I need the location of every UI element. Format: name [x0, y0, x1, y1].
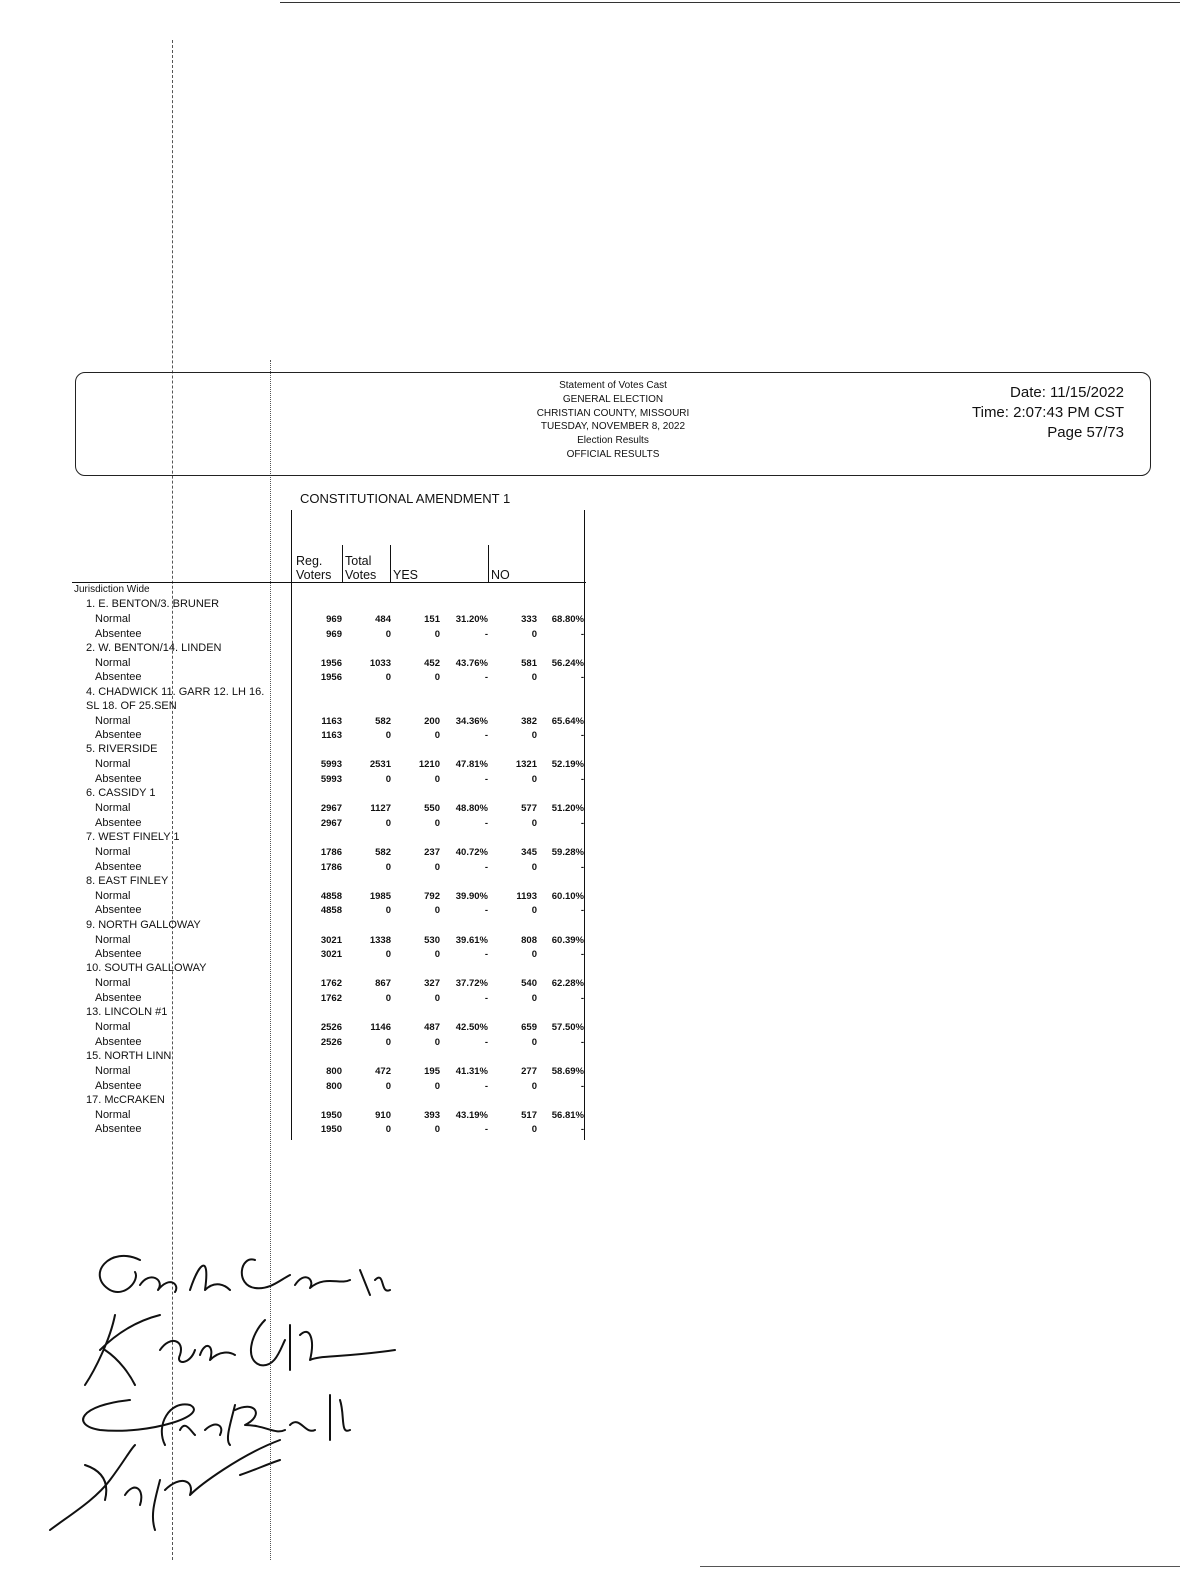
cell-no: 1193 — [516, 890, 537, 902]
cell-reg: 2967 — [320, 817, 342, 829]
row-type-label: Normal — [95, 933, 131, 946]
cell-no: 577 — [521, 803, 537, 815]
row-type-label: Absentee — [95, 729, 142, 742]
cell-yes-pct: - — [484, 905, 488, 917]
cell-yes-pct: - — [484, 1036, 488, 1048]
header-line: GENERAL ELECTION — [562, 393, 664, 405]
header-line: Election Results — [577, 435, 649, 447]
handwritten-signatures — [40, 1240, 420, 1560]
row-type-label: Absentee — [95, 1079, 142, 1092]
contest-title: CONSTITUTIONAL AMENDMENT 1 — [300, 491, 511, 506]
precinct-name: 8. EAST FINLEY — [86, 874, 169, 887]
precinct-name: SL 18. OF 25.SEN — [86, 699, 177, 712]
cell-no: 540 — [521, 978, 537, 990]
row-type-label: Absentee — [95, 860, 142, 873]
cell-yes: 0 — [434, 905, 440, 917]
cell-yes: 195 — [424, 1066, 440, 1077]
cell-yes: 452 — [424, 657, 440, 669]
cell-reg: 969 — [326, 628, 342, 640]
page-number: Page 57/73 — [1047, 424, 1124, 441]
row-type-label: Normal — [95, 1021, 131, 1034]
cell-no-pct: 65.64% — [551, 715, 584, 727]
row-type-label: Normal — [95, 846, 131, 858]
cell-no: 277 — [521, 1066, 537, 1077]
cell-total: 0 — [385, 774, 391, 785]
cell-total: 0 — [385, 1036, 391, 1048]
cell-total: 0 — [385, 1080, 391, 1092]
signature-3 — [83, 1395, 350, 1445]
row-type-label: Normal — [95, 1065, 131, 1077]
row-type-label: Normal — [95, 758, 131, 771]
signature-1 — [100, 1256, 390, 1295]
cell-yes: 0 — [434, 949, 440, 961]
cell-no-pct: 62.28% — [551, 978, 584, 990]
cell-total: 0 — [385, 1124, 391, 1136]
cell-no: 0 — [531, 628, 537, 640]
cell-no-pct: - — [580, 1036, 584, 1048]
precinct-name: 17. McCRAKEN — [86, 1093, 165, 1106]
cell-yes: 0 — [434, 1036, 440, 1048]
cell-no-pct: 60.39% — [551, 934, 584, 946]
precinct-name: 5. RIVERSIDE — [86, 743, 158, 756]
precinct-name: 15. NORTH LINN — [86, 1050, 172, 1062]
row-type-label: Absentee — [95, 1123, 142, 1136]
cell-total: 0 — [385, 730, 391, 742]
report-date: Date: 11/15/2022 — [1010, 384, 1124, 401]
cell-no: 0 — [531, 949, 537, 961]
cell-yes-pct: - — [484, 774, 488, 785]
signature-2 — [85, 1315, 395, 1385]
report-time: Time: 2:07:43 PM CST — [972, 404, 1124, 421]
cell-no-pct: 51.20% — [551, 803, 584, 815]
cell-yes-pct: - — [484, 993, 488, 1004]
cell-yes: 487 — [424, 1022, 440, 1034]
cell-total: 2531 — [369, 759, 391, 771]
cell-reg: 1163 — [321, 730, 342, 742]
cell-yes: 0 — [434, 730, 440, 742]
cell-yes-pct: - — [484, 949, 488, 961]
cell-reg: 1956 — [320, 672, 342, 684]
cell-yes: 393 — [424, 1109, 440, 1121]
precinct-name: 1. E. BENTON/3. BRUNER — [86, 598, 220, 610]
cell-no-pct: - — [580, 949, 584, 961]
cell-reg: 1762 — [320, 978, 342, 990]
cell-no: 0 — [531, 1124, 537, 1136]
cell-yes-pct: - — [484, 817, 488, 829]
cell-no: 345 — [521, 847, 537, 858]
row-type-label: Absentee — [95, 904, 142, 917]
precinct-name: 4. CHADWICK 11. GARR 12. LH 16. — [86, 685, 265, 698]
cell-no-pct: - — [580, 628, 584, 640]
cell-total: 1985 — [369, 890, 391, 902]
cell-total: 582 — [375, 715, 391, 727]
cell-reg: 4858 — [320, 890, 342, 902]
cell-yes-pct: 47.81% — [455, 759, 488, 771]
row-type-label: Absentee — [95, 627, 142, 640]
cell-yes: 200 — [424, 715, 440, 727]
cell-yes: 530 — [424, 934, 440, 946]
cell-no-pct: - — [580, 730, 584, 742]
top-scan-rule — [280, 2, 1180, 3]
cell-total: 867 — [375, 978, 391, 990]
cell-total: 484 — [375, 614, 391, 625]
row-type-label: Absentee — [95, 816, 142, 829]
cell-reg: 1950 — [320, 1124, 342, 1136]
header-text: Reg. — [296, 554, 323, 568]
cell-yes: 0 — [434, 993, 440, 1004]
cell-no: 382 — [521, 715, 537, 727]
cell-yes: 792 — [424, 890, 440, 902]
cell-reg: 1950 — [320, 1109, 342, 1121]
cell-no: 0 — [531, 1036, 537, 1048]
cell-yes: 0 — [434, 1124, 440, 1136]
precinct-name: 2. W. BENTON/14. LINDEN — [86, 641, 222, 654]
precinct-name: 7. WEST FINELY 1 — [86, 831, 180, 843]
cell-no: 0 — [531, 672, 537, 684]
cell-no: 1321 — [515, 759, 537, 771]
column-rule — [342, 545, 343, 582]
cell-no-pct: 59.28% — [551, 847, 584, 858]
cell-total: 1127 — [370, 803, 391, 815]
row-type-label: Normal — [95, 656, 131, 669]
cell-no: 0 — [531, 817, 537, 829]
cell-yes-pct: 34.36% — [455, 715, 488, 727]
cell-yes: 0 — [434, 817, 440, 829]
cell-reg: 1163 — [321, 715, 342, 727]
cell-yes-pct: 41.31% — [455, 1066, 488, 1077]
cell-no: 0 — [531, 774, 537, 785]
cell-no-pct: 68.80% — [551, 614, 584, 625]
cell-yes-pct: 48.80% — [455, 803, 488, 815]
row-type-label: Normal — [95, 613, 131, 625]
row-type-label: Normal — [95, 714, 131, 727]
report-meta — [972, 383, 1124, 443]
header-text: Voters — [296, 568, 332, 582]
column-rule — [390, 545, 391, 582]
cell-no-pct: - — [580, 905, 584, 917]
cell-yes-pct: 39.90% — [455, 890, 488, 902]
cell-no-pct: 60.10% — [551, 890, 584, 902]
total-votes-header — [345, 554, 376, 582]
cell-reg: 1786 — [320, 861, 342, 873]
cell-reg: 4858 — [320, 905, 342, 917]
row-type-label: Absentee — [95, 1035, 142, 1048]
cell-total: 472 — [375, 1066, 391, 1077]
cell-yes-pct: - — [484, 861, 488, 873]
reg-voters-header — [296, 554, 331, 582]
cell-no: 517 — [521, 1109, 537, 1121]
header-rule — [72, 582, 586, 583]
cell-yes-pct: 43.76% — [455, 657, 488, 669]
cell-yes-pct: 37.72% — [455, 978, 488, 990]
cell-reg: 2967 — [320, 803, 342, 815]
cell-reg: 1956 — [320, 657, 342, 669]
header-text: Total — [345, 554, 372, 568]
column-rule — [291, 510, 292, 1140]
row-type-label: Absentee — [95, 671, 142, 684]
cell-total: 1338 — [369, 934, 391, 946]
cell-no-pct: 56.81% — [551, 1109, 584, 1121]
cell-reg: 1762 — [320, 993, 342, 1004]
precinct-name: 10. SOUTH GALLOWAY — [86, 962, 207, 975]
column-rule — [584, 510, 585, 1140]
cell-reg: 1786 — [320, 847, 342, 858]
precinct-name: 9. NORTH GALLOWAY — [86, 918, 201, 931]
cell-yes-pct: 42.50% — [455, 1022, 488, 1034]
cell-total: 0 — [385, 672, 391, 684]
header-line: Statement of Votes Cast — [559, 380, 667, 391]
jurisdiction-label: Jurisdiction Wide — [74, 584, 150, 595]
cell-yes: 550 — [424, 803, 440, 815]
cell-no: 0 — [531, 993, 537, 1004]
yes-header: YES — [393, 568, 419, 582]
header-line: TUESDAY, NOVEMBER 8, 2022 — [540, 421, 686, 433]
cell-yes: 0 — [434, 1080, 440, 1092]
cell-no: 659 — [521, 1022, 537, 1034]
header-line: CHRISTIAN COUNTY, MISSOURI — [536, 407, 690, 419]
cell-yes-pct: 31.20% — [455, 614, 488, 625]
header-text: Votes — [345, 568, 377, 582]
row-type-label: Absentee — [95, 773, 142, 785]
cell-yes-pct: 39.61% — [455, 934, 488, 946]
cell-reg: 3021 — [320, 949, 342, 961]
cell-no-pct: - — [580, 774, 584, 785]
cell-no: 808 — [521, 934, 537, 946]
cell-yes-pct: - — [484, 628, 488, 640]
cell-yes: 0 — [434, 672, 440, 684]
cell-total: 0 — [385, 817, 391, 829]
cell-total: 1146 — [370, 1022, 391, 1034]
cell-yes: 0 — [434, 628, 440, 640]
cell-reg: 969 — [326, 614, 342, 625]
cell-total: 1033 — [369, 657, 391, 669]
column-rule — [488, 545, 489, 582]
cell-yes: 327 — [424, 978, 440, 990]
row-type-label: Absentee — [95, 992, 142, 1004]
row-type-label: Normal — [95, 977, 131, 990]
cell-reg: 5993 — [320, 774, 342, 785]
no-header: NO — [491, 568, 510, 582]
cell-reg: 800 — [326, 1080, 342, 1092]
cell-yes: 0 — [434, 774, 440, 785]
cell-yes-pct: 40.72% — [455, 847, 488, 858]
signature-4 — [50, 1440, 280, 1530]
cell-yes: 151 — [424, 614, 440, 625]
cell-total: 0 — [385, 905, 391, 917]
cell-no: 0 — [531, 730, 537, 742]
cell-total: 0 — [385, 628, 391, 640]
report-header — [75, 372, 1151, 476]
cell-no-pct: - — [580, 672, 584, 684]
cell-no: 0 — [531, 1080, 537, 1092]
row-type-label: Absentee — [95, 948, 142, 961]
cell-yes-pct: - — [484, 1124, 488, 1136]
cell-total: 0 — [385, 949, 391, 961]
cell-no: 581 — [521, 657, 537, 669]
precinct-name: 13. LINCOLN #1 — [86, 1006, 168, 1019]
cell-no: 333 — [521, 614, 537, 625]
cell-yes: 237 — [424, 847, 440, 858]
precinct-name: 6. CASSIDY 1 — [86, 787, 156, 800]
cell-reg: 2526 — [320, 1022, 342, 1034]
cell-no-pct: 52.19% — [551, 759, 584, 771]
cell-no-pct: - — [580, 1080, 584, 1092]
cell-no-pct: 58.69% — [551, 1066, 584, 1077]
row-type-label: Normal — [95, 1108, 131, 1121]
cell-no-pct: 56.24% — [551, 657, 584, 669]
cell-total: 0 — [385, 993, 391, 1004]
cell-no: 0 — [531, 905, 537, 917]
cell-yes-pct: - — [484, 730, 488, 742]
row-type-label: Normal — [95, 802, 131, 815]
cell-no-pct: 57.50% — [551, 1022, 584, 1034]
cell-no-pct: - — [580, 993, 584, 1004]
cell-yes-pct: 43.19% — [455, 1109, 488, 1121]
cell-total: 0 — [385, 861, 391, 873]
cell-yes: 0 — [434, 861, 440, 873]
cell-reg: 3021 — [320, 934, 342, 946]
cell-no-pct: - — [580, 1124, 584, 1136]
cell-no-pct: - — [580, 861, 584, 873]
cell-reg: 5993 — [320, 759, 342, 771]
cell-yes-pct: - — [484, 672, 488, 684]
header-line: OFFICIAL RESULTS — [566, 448, 660, 460]
cell-no: 0 — [531, 861, 537, 873]
cell-total: 582 — [375, 847, 391, 858]
cell-reg: 800 — [326, 1066, 342, 1077]
cell-yes-pct: - — [484, 1080, 488, 1092]
cell-reg: 2526 — [320, 1036, 342, 1048]
row-type-label: Normal — [95, 889, 131, 902]
cell-yes: 1210 — [418, 759, 440, 771]
cell-total: 910 — [375, 1109, 391, 1121]
bottom-scan-rule — [700, 1566, 1180, 1567]
cell-no-pct: - — [580, 817, 584, 829]
